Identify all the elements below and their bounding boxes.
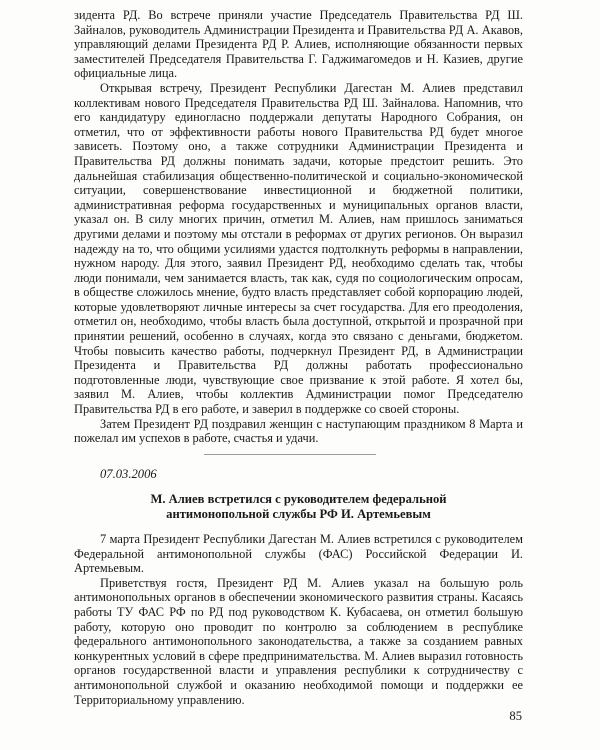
article-date: 07.03.2006 <box>100 467 157 481</box>
article-heading <box>74 492 523 522</box>
paragraph-opening-speech: Открывая встречу, Президент Республики Дагестан М. Алиев представил коллективам нового Председателя Правительства РД Ш. Зайналова. Напомнив, что его кандидатуру единогласно поддержали депутаты Народного Собрания, он отметил, что от эффективности работы нового Правительства РД будет многое зависеть. Поэтому оно, а также сотрудники Администрации Президента и Правительства РД должны понимать задачи, которые предстоит решить. Это дальнейшая стабилизация общественно-политической и социально-экономической ситуации, совершенствование инвестиционной и бюджетной политики, административная реформа государственных и муниципальных органов власти, указал он. В силу многих причин, отметил М. Алиев, нам пришлось заниматься другими делами и поэтому мы отстали в реформах от других регионов. Он выразил надежду на то, что общими усилиями удастся подтолкнуть реформы в направлении, нужном народу. Для этого, заявил Президент РД, необходимо сделать так, чтобы люди понимали, чем занимается власть, так как, судя по социологическим опросам, в обществе сложилось мнение, будто власть представляет собой корпорацию людей, которые удовлетворяют личные интересы за счет государства. Для его преодоления, отметил он, необходимо, чтобы власть была доступной, открытой и прозрачной при принятии решений, особенно в случаях, когда это связано с деньгами, бюджетом. Чтобы повысить качество работы, подчеркнул Президент РД, в Администрации Президента и Правительства РД должны работать профессионально подготовленные люди, чувствующие свое призвание к этой работе. Я хотел бы, заявил М. Алиев, чтобы коллектив Администрации помог Председателю Правительства РД в его работе, и заверил в поддержке со своей стороны. <box>74 80 523 417</box>
paragraph-greeting: Приветствуя гостя, Президент РД М. Алиев указал на большую роль антимонопольных органов в обеспечении экономического развития страны. Касаясь работы ТУ ФАС РФ по РД под руководством К. Кубасаева, он отметил большую работу, которую оно проводит по контролю за соблюдением в республике федерального антимонопольного законодательства, а также за созданием равных конкурентных условий в сфере предпринимательства. М. Алиев выразил готовность органов государственной власти и управления республики к сотрудничеству с антимонопольной службой и оказанию необходимой помощи и поддержки ее Территориальному управлению. <box>74 575 523 707</box>
section-divider <box>204 454 376 455</box>
article-heading-line-2: антимонопольной службы РФ И. Артемьевым <box>166 507 431 521</box>
article-body <box>74 532 523 707</box>
paragraph-congratulations: Затем Президент РД поздравил женщин с наступающим праздником 8 Марта и пожелал им успехов в работе, счастья и удачи. <box>74 416 523 446</box>
article-heading-line-1: М. Алиев встретился с руководителем федеральной <box>150 492 447 506</box>
paragraph-continued: зидента РД. Во встрече приняли участие Председатель Правительства РД Ш. Зайналов, руководитель Администрации Президента и Правительства РД А. Акавов, управляющий делами Президента РД Р. Алиев, исполняющие обязанности первых заместителей Председателя Правительства Г. Гаджимагомедов и Н. Казиев, другие официальные лица. <box>74 8 523 81</box>
paragraph-meeting: 7 марта Президент Республики Дагестан М. Алиев встретился с руководителем Федеральной антимонопольной службы (ФАС) Российской Федерации И. Артемьевым. <box>74 532 523 576</box>
page-number: 85 <box>509 709 522 723</box>
article-body-continued <box>74 8 523 446</box>
